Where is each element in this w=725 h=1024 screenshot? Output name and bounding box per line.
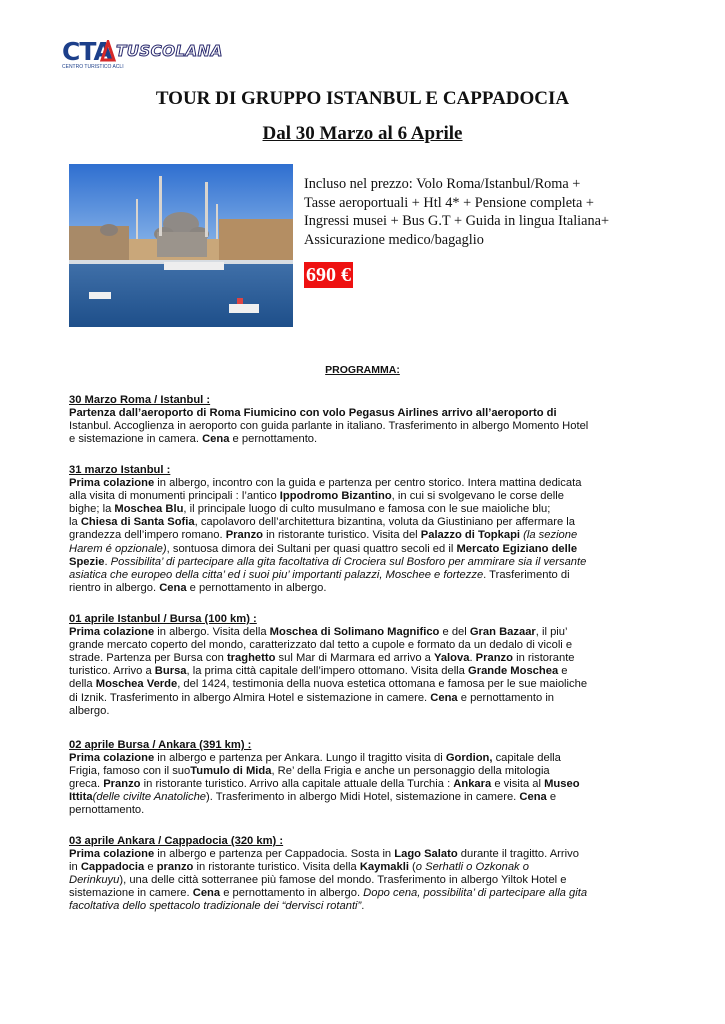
day-text: in [69, 861, 81, 874]
day-text: ). Trasferimento in albergo Midi Hotel, sistemazione in camere. [206, 791, 520, 804]
day-bold: Museo [544, 778, 580, 791]
day-text: , del 1424, testimonia della nuova estetica ottomana e famosa per le sue maioliche [177, 678, 588, 691]
day-02-aprile [69, 739, 659, 818]
day-text: capitale della [492, 752, 561, 765]
day-text: la [69, 516, 81, 529]
day-text: ( [408, 861, 416, 874]
day-bold: Tumulo di Mida [190, 765, 272, 778]
day-bold: Yalova [433, 652, 470, 665]
day-bold: Chiesa di Santa Sofia [80, 516, 195, 529]
day-text: ), una delle città sotterranee più famose del mondo. Trasferimento in albergo Yiltok Hotel e [119, 874, 567, 887]
price-badge: 690 € [306, 264, 351, 286]
day-bold: Cena [202, 433, 230, 446]
day-bold: Pranzo [225, 529, 264, 542]
day-text: in ristorante [512, 652, 575, 665]
day-text: sistemazione in camere. [69, 887, 193, 900]
day-text: e sistemazione in camera. [69, 433, 203, 446]
day-text: della [69, 678, 96, 691]
day-text: . [469, 652, 476, 665]
day-italic: (la sezione [520, 529, 578, 542]
day-text: e pernottamento in albergo. [220, 887, 364, 900]
cta-tuscolana-logo [62, 38, 222, 72]
day-text: . Trasferimento di [483, 568, 570, 581]
day-bold: Gran Bazaar [469, 626, 536, 639]
day-bold: Prima colazione [69, 477, 155, 490]
day-text: grande mercato coperto del mondo, caratterizzato dal tetto a cupole e formato da un dedalo di vicoli e [69, 639, 573, 652]
included-in-price [304, 175, 674, 249]
day-text: in albergo. Visita della [154, 626, 270, 639]
day-text: , la prima città capitale dell’impero ottomano. Visita della [186, 665, 469, 678]
day-text: . [361, 900, 365, 913]
logo-swoosh-icon [100, 40, 116, 62]
istanbul-photo [69, 164, 293, 327]
day-bold: Ittita [69, 791, 93, 804]
day-text: albergo. [69, 704, 110, 717]
day-heading: 31 marzo Istanbul : [69, 464, 171, 476]
day-bold: traghetto [226, 652, 276, 665]
day-text: Istanbul. Accoglienza in aeroporto con guida parlante in italiano. Trasferimento in albergo Momento Hotel [69, 420, 589, 433]
logo-brand: CTA [62, 37, 112, 66]
day-text: in ristorante turistico. Arrivo alla capitale attuale della Turchia : [140, 778, 454, 791]
tour-dates: Dal 30 Marzo al 6 Aprile [262, 123, 463, 144]
day-text: sul Mar di Marmara ed arrivo a [275, 652, 434, 665]
day-text: alla visita di monumenti principali : l’antico [69, 490, 280, 503]
day-text: e [558, 665, 568, 678]
day-bold: Moschea Blu [114, 503, 184, 516]
day-bold: Kaymakli [359, 861, 409, 874]
day-italic: Dopo cena, possibilita’ di partecipare alla gita [363, 887, 588, 900]
day-italic: o Serhatli o Ozkonak o [415, 861, 529, 874]
day-text: Frigia, famoso con il suo [69, 765, 191, 778]
day-text: e pernottamento in [457, 691, 555, 704]
day-text: in albergo, incontro con la guida e partenza per centro storico. Intera mattina dedicata [154, 477, 582, 490]
day-03-aprile [69, 835, 659, 914]
day-text: greca. [69, 778, 104, 791]
day-bold: Palazzo di Topkapi [420, 529, 521, 542]
day-text: in albergo e partenza per Cappadocia. Sosta in [154, 848, 395, 861]
day-text: , in cui si svolgevano le corse delle [391, 490, 564, 503]
day-text: , il piu’ [535, 626, 568, 639]
day-bold: Bursa [154, 665, 187, 678]
day-text: rientro in albergo. [69, 581, 160, 594]
programma-heading: PROGRAMMA: [325, 364, 400, 376]
day-bold: Ankara [453, 778, 492, 791]
day-text: in albergo e partenza per Ankara. Lungo il tragitto visita di [154, 752, 446, 765]
day-01-aprile [69, 613, 659, 718]
day-bold: Pranzo [103, 778, 141, 791]
day-heading: 02 aprile Bursa / Ankara (391 km) : [69, 739, 252, 751]
day-text: . [104, 555, 111, 568]
day-text: grandezza dell’impero romano. [69, 529, 226, 542]
day-text: turistico. Arrivo a [69, 665, 155, 678]
day-bold: Prima colazione [69, 626, 155, 639]
day-text: in ristorante turistico. Visita della [193, 861, 360, 874]
day-bold: Mercato Egiziano delle [456, 542, 578, 555]
day-bold: pranzo [156, 861, 194, 874]
day-bold: Cena [159, 581, 187, 594]
day-italic: Harem é opzionale) [69, 542, 167, 555]
day-italic: Possibilita’ di partecipare alla gita facoltativa di Crociera sul Bosforo per ammirare sia il versante [110, 555, 587, 568]
day-bold: Pranzo [475, 652, 513, 665]
day-bold: Moschea di Solimano Magnifico [269, 626, 440, 639]
logo-subtitle: CENTRO TURISTICO ACLI [62, 64, 124, 70]
day-bold: Prima colazione [69, 752, 155, 765]
page-title: TOUR DI GRUPPO ISTANBUL E CAPPADOCIA [155, 88, 570, 109]
day-text: e visita al [491, 778, 545, 791]
day-bold: Grande Moschea [468, 665, 559, 678]
day-heading: 30 Marzo Roma / Istanbul : [69, 394, 211, 406]
day-text: e [546, 791, 557, 804]
day-text: bighe; la [69, 503, 115, 516]
day-text: e del [439, 626, 470, 639]
day-bold: Gordion, [445, 752, 493, 765]
day-bold: Moschea Verde [95, 678, 178, 691]
day-text: e [144, 861, 157, 874]
included-line: Tasse aeroportuali + Htl 4* + Pensione completa + [304, 194, 594, 211]
day-text: , Re’ della Frigia e anche un personaggio della mitologia [271, 765, 550, 778]
day-bold: Spezie [69, 555, 105, 568]
day-bold: Cena [519, 791, 547, 804]
day-italic: facoltativa dello spettacolo tradizionale dei “dervisci rotanti” [69, 900, 362, 913]
included-line: Assicurazione medico/bagaglio [304, 231, 484, 248]
day-bold: Cappadocia [80, 861, 145, 874]
day-italic: (delle civilte Anatoliche [92, 791, 207, 804]
day-text: , capolavoro dell’architettura bizantina, voluta da Giustiniano per affermare la [194, 516, 575, 529]
included-line: Ingressi musei + Bus G.T + Guida in lingua Italiana+ [304, 213, 610, 229]
day-text: e pernottamento. [229, 433, 318, 446]
logo-name: TUSCOLANA [116, 42, 223, 60]
day-italic: asiatica che europeo della citta’ ed i suoi piu’ importanti palazzi, Moschee e fortezze [69, 568, 484, 581]
day-italic: Derinkuyu [69, 874, 120, 887]
included-line: Incluso nel prezzo: Volo Roma/Istanbul/Roma + [304, 176, 581, 192]
day-bold: Ippodromo Bizantino [279, 490, 392, 503]
day-text: durante il tragitto. Arrivo [457, 848, 579, 861]
day-text: , sontuosa dimora dei Sultani per quasi quattro secoli ed il [166, 542, 457, 555]
day-text: , il principale luogo di culto musulmano e famosa con le sue maioliche blu; [183, 503, 551, 516]
day-bold: Lago Salato [394, 848, 458, 861]
day-heading: 03 aprile Ankara / Cappadocia (320 km) : [69, 835, 284, 847]
day-bold: Cena [430, 691, 458, 704]
day-text: e pernottamento in albergo. [186, 581, 327, 594]
day-text: strade. Partenza per Bursa con [69, 652, 227, 665]
day-text: Partenza dall’aeroporto di Roma Fiumicino con volo Pegasus Airlines arrivo all’aeroporto di [69, 407, 557, 420]
day-text: pernottamento. [69, 804, 145, 817]
day-31-marzo [69, 464, 659, 595]
day-text: in ristorante turistico. Visita del [263, 529, 421, 542]
day-30-marzo [69, 394, 659, 446]
day-bold: Cena [192, 887, 221, 900]
day-heading: 01 aprile Istanbul / Bursa (100 km) : [69, 613, 257, 625]
day-text: di Iznik. Trasferimento in albergo Almira Hotel e sistemazione in camere. [69, 691, 431, 704]
day-bold: Prima colazione [69, 848, 155, 861]
